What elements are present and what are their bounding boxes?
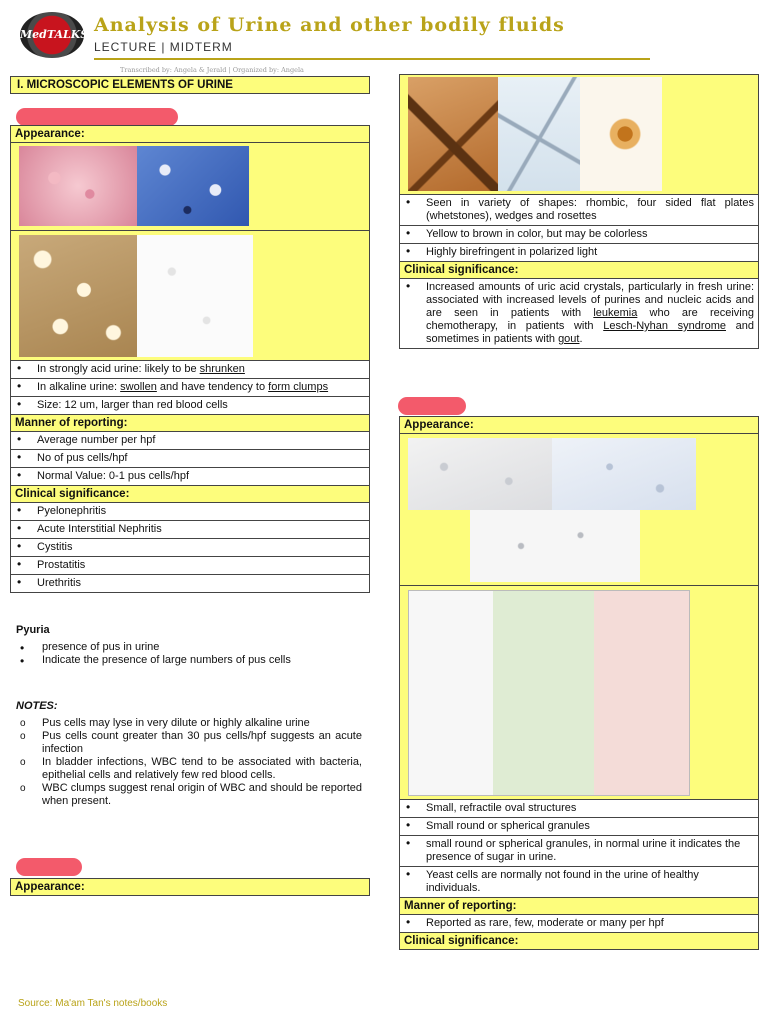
wbc-blue-micrograph <box>137 146 249 226</box>
note-item: o In bladder infections, WBC tend to be associated with bacteria, epithelial cells and relatively few red blood cells. <box>16 756 362 782</box>
header-divider <box>94 58 650 60</box>
wbc-image-row-2 <box>11 231 369 361</box>
notes-title: NOTES: <box>16 700 58 712</box>
yeast-image-row-1 <box>400 434 758 586</box>
yeast-item: • small round or spherical granules, in normal urine it indicates the presence of sugar in urine. <box>400 836 758 867</box>
uric-acid-table <box>399 74 759 349</box>
yeast-appearance-label: Appearance: <box>400 417 758 434</box>
yeast-image-row-2 <box>400 586 758 800</box>
wbc-reporting-label: Manner of reporting: <box>11 415 369 432</box>
medtalks-logo <box>20 12 89 58</box>
wbc-appearance-label: Appearance: <box>11 126 369 143</box>
note-item: o Pus cells count greater than 30 pus cells/hpf suggests an acute infection <box>16 730 362 756</box>
yeast-clinical-label: Clinical significance: <box>400 933 758 949</box>
yeast-reporting-label: Manner of reporting: <box>400 898 758 915</box>
section-title: I. MICROSCOPIC ELEMENTS OF URINE <box>10 76 370 94</box>
pyuria-item: • presence of pus in urine <box>16 641 366 654</box>
uric-acid-item: • Seen in variety of shapes: rhombic, four sided flat plates (whetstones), wedges and rosettes <box>400 195 758 226</box>
yeast-item: • Yeast cells are normally not found in the urine of healthy individuals. <box>400 867 758 898</box>
yeast-table <box>399 416 759 950</box>
wbc-size: • Size: 12 um, larger than red blood cells <box>11 397 369 415</box>
wbc-acid-urine: • In strongly acid urine: likely to be shrunken <box>11 361 369 379</box>
uric-acid-item: • Yellow to brown in color, but may be colorless <box>400 226 758 244</box>
next-section-table <box>10 878 370 896</box>
uric-acid-item: • Highly birefringent in polarized light <box>400 244 758 262</box>
yeast-item: • Small, refractile oval structures <box>400 800 758 818</box>
wbc-stained-micrograph <box>19 146 137 226</box>
yeast-micrograph-c <box>470 510 640 582</box>
note-item: o Pus cells may lyse in very dilute or highly alkaline urine <box>16 717 362 730</box>
uric-acid-plates-micrograph <box>498 77 580 191</box>
wbc-clinical-item: • Acute Interstitial Nephritis <box>11 521 369 539</box>
notes-block <box>16 700 362 808</box>
wbc-image-row-1 <box>11 143 369 231</box>
pyuria-block <box>16 624 366 667</box>
next-appearance-label: Appearance: <box>11 879 369 896</box>
uric-acid-images <box>400 75 758 195</box>
credits-line: Transcribed by: Angela & Jerald | Organized by: Angela <box>120 66 304 74</box>
wbc-alkaline-urine: • In alkaline urine: swollen and have tendency to form clumps <box>11 379 369 397</box>
source-footer: Source: Ma'am Tan's notes/books <box>18 998 168 1009</box>
logo-text: MedTALKS <box>20 28 89 41</box>
page-title: Analysis of Urine and other bodily fluids <box>94 14 565 36</box>
uric-acid-brown-micrograph <box>408 77 498 191</box>
wbc-clinical-item: • Urethritis <box>11 575 369 592</box>
wbc-table <box>10 125 370 593</box>
yeast-reporting-item: • Reported as rare, few, moderate or many per hpf <box>400 915 758 933</box>
uric-acid-clinical-text: • Increased amounts of uric acid crystals, particularly in fresh urine: associated with increased levels of purines and nucleic acids and are seen in patients with leukemia who are receiving chemotherapy, in patients with Lesch-Nyhan syndrome and sometimes in patients with gout. <box>400 279 758 348</box>
wbc-brightfield-micrograph <box>19 235 137 357</box>
wbc-reporting-item: • Average number per hpf <box>11 432 369 450</box>
wbc-pale-micrograph <box>137 235 253 357</box>
yeast-item: • Small round or spherical granules <box>400 818 758 836</box>
pyuria-title: Pyuria <box>16 624 50 636</box>
yeast-micrograph-b <box>552 438 696 510</box>
page-subtitle: LECTURE | MIDTERM <box>94 40 233 54</box>
page-header <box>0 0 768 76</box>
left-column <box>10 76 370 94</box>
redacted-heading-wbc <box>16 108 178 126</box>
wbc-reporting-item: • No of pus cells/hpf <box>11 450 369 468</box>
yeast-micrograph-a <box>408 438 552 510</box>
uric-acid-clinical-label: Clinical significance: <box>400 262 758 279</box>
yeast-micrograph-panel <box>408 590 690 796</box>
wbc-clinical-item: • Prostatitis <box>11 557 369 575</box>
note-item: o WBC clumps suggest renal origin of WBC and should be reported when present. <box>16 782 362 808</box>
wbc-clinical-label: Clinical significance: <box>11 486 369 503</box>
redacted-heading-next <box>16 858 82 876</box>
redacted-heading-yeast <box>398 397 466 415</box>
wbc-clinical-item: • Cystitis <box>11 539 369 557</box>
uric-acid-rosette-micrograph <box>580 77 662 191</box>
pyuria-item: • Indicate the presence of large numbers of pus cells <box>16 654 366 667</box>
wbc-clinical-item: • Pyelonephritis <box>11 503 369 521</box>
wbc-reporting-item: • Normal Value: 0-1 pus cells/hpf <box>11 468 369 486</box>
